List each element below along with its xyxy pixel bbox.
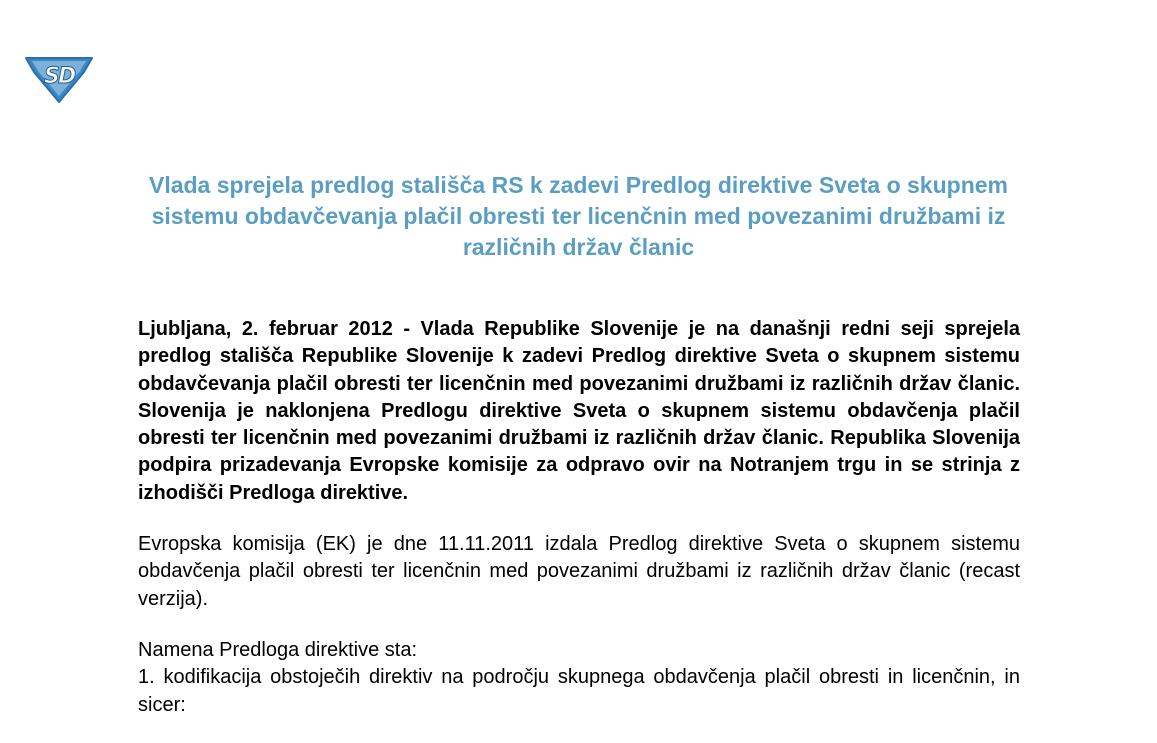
sd-logo-icon [22,52,96,104]
page-title: Vlada sprejela predlog stališča RS k zadevi Predlog direktive Sveta o skupnem sistemu obdavčevanja plačil obresti ter licenčnin med povezanimi družbami iz različnih držav članic [148,172,1008,260]
svg-text:S: S [44,64,60,89]
purpose-heading: Namena Predloga direktive sta: [138,638,418,661]
purpose-item-1: 1. kodifikacija obstoječih direktiv na področju skupnega obdavčenja plačil obresti in licenčnin, in sicer: [138,666,1020,716]
paragraph-ek: Evropska komisija (EK) je dne 11.11.2011 izdala Predlog direktive Sveta o skupnem sistemu obdavčenja plačil obresti ter licenčnin med povezanimi družbami iz različnih držav članic (recast verzija). [138,533,1020,610]
lead-paragraph: Ljubljana, 2. februar 2012 - Vlada Republike Slovenije je na današnji redni seji sprejela predlog stališča Republike Slovenije k zadevi Predlog direktive Sveta o skupnem sistemu obdavčevanja plačil obresti ter licenčnin med povezanimi družbami iz različnih držav članic. Slovenija je naklonjena Predlogu direktive Sveta o skupnem sistemu obdavčenja plačil obresti ter licenčnin med povezanimi družbami iz različnih držav članic. Republika Slovenija podpira prizadevanja Evropske komisije za odpravo ovir na Notranjem trgu in se strinja z izhodišči Predloga direktive. [138,318,1020,504]
svg-text:D: D [58,64,77,89]
document-body [138,316,1020,719]
